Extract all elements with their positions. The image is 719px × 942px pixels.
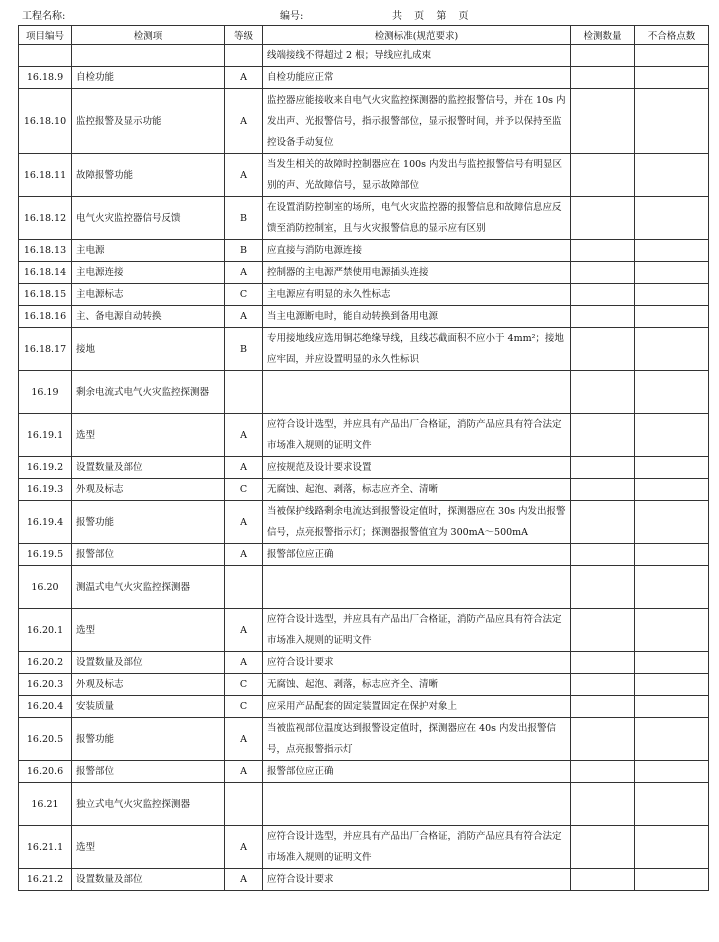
quantity-cell <box>571 609 635 652</box>
standard-cell: 应直接与消防电源连接 <box>263 240 571 262</box>
table-row <box>19 154 709 197</box>
item-name-cell: 主电源连接 <box>72 262 225 284</box>
standard-cell: 监控器应能接收来自电气火灾监控探测器的监控报警信号，并在 10s 内发出声、光报警信号，指示报警部位，显示报警时间，并予以保持至监控设备手动复位 <box>263 89 571 154</box>
grade-cell: C <box>225 479 263 501</box>
standard-cell: 主电源应有明显的永久性标志 <box>263 284 571 306</box>
standard-cell: 应符合设计要求 <box>263 869 571 891</box>
standard-cell: 当发生相关的故障时控制器应在 100s 内发出与监控报警信号有明显区别的声、光故障信号，显示故障部位 <box>263 154 571 197</box>
table-row <box>19 45 709 67</box>
item-name-cell: 设置数量及部位 <box>72 652 225 674</box>
table-row <box>19 674 709 696</box>
item-name-cell: 剩余电流式电气火灾监控探测器 <box>72 371 225 414</box>
item-name-cell: 安装质量 <box>72 696 225 718</box>
item-code-cell: 16.20.2 <box>19 652 72 674</box>
item-name-cell: 故障报警功能 <box>72 154 225 197</box>
item-code-cell: 16.19.1 <box>19 414 72 457</box>
quantity-cell <box>571 328 635 371</box>
failures-cell <box>635 674 709 696</box>
failures-cell <box>635 544 709 566</box>
table-row <box>19 783 709 826</box>
column-header-failures: 不合格点数 <box>635 26 709 45</box>
quantity-cell <box>571 197 635 240</box>
item-code-cell: 16.18.14 <box>19 262 72 284</box>
item-name-cell: 外观及标志 <box>72 674 225 696</box>
quantity-cell <box>571 414 635 457</box>
failures-cell <box>635 328 709 371</box>
item-code-cell: 16.18.16 <box>19 306 72 328</box>
table-row <box>19 89 709 154</box>
item-code-cell: 16.21.1 <box>19 826 72 869</box>
failures-cell <box>635 45 709 67</box>
item-name-cell: 选型 <box>72 414 225 457</box>
item-code-cell: 16.18.15 <box>19 284 72 306</box>
table-row <box>19 501 709 544</box>
quantity-cell <box>571 240 635 262</box>
failures-cell <box>635 501 709 544</box>
item-name-cell: 选型 <box>72 609 225 652</box>
item-name-cell: 报警功能 <box>72 501 225 544</box>
table-row <box>19 652 709 674</box>
table-row <box>19 869 709 891</box>
quantity-cell <box>571 154 635 197</box>
item-code-cell: 16.19.4 <box>19 501 72 544</box>
quantity-cell <box>571 501 635 544</box>
item-code-cell <box>19 45 72 67</box>
quantity-cell <box>571 674 635 696</box>
standard-cell: 在设置消防控制室的场所，电气火灾监控器的报警信息和故障信息应反馈至消防控制室，且与火灾报警信息的显示应有区别 <box>263 197 571 240</box>
table-row <box>19 566 709 609</box>
item-name-cell: 设置数量及部位 <box>72 869 225 891</box>
item-name-cell: 主、备电源自动转换 <box>72 306 225 328</box>
failures-cell <box>635 371 709 414</box>
grade-cell: B <box>225 240 263 262</box>
grade-cell: C <box>225 696 263 718</box>
page-count-label: 共 页 第 页 <box>392 11 469 22</box>
quantity-cell <box>571 457 635 479</box>
item-name-cell: 设置数量及部位 <box>72 457 225 479</box>
grade-cell: A <box>225 414 263 457</box>
quantity-cell <box>571 262 635 284</box>
quantity-cell <box>571 45 635 67</box>
failures-cell <box>635 240 709 262</box>
table-row <box>19 479 709 501</box>
grade-cell: A <box>225 652 263 674</box>
standard-cell: 应采用产品配套的固定装置固定在保护对象上 <box>263 696 571 718</box>
item-code-cell: 16.18.13 <box>19 240 72 262</box>
failures-cell <box>635 826 709 869</box>
item-code-cell: 16.19.3 <box>19 479 72 501</box>
table-row <box>19 826 709 869</box>
item-code-cell: 16.21 <box>19 783 72 826</box>
table-row <box>19 609 709 652</box>
table-row <box>19 328 709 371</box>
failures-cell <box>635 479 709 501</box>
failures-cell <box>635 609 709 652</box>
table-row <box>19 284 709 306</box>
standard-cell <box>263 783 571 826</box>
item-code-cell: 16.21.2 <box>19 869 72 891</box>
column-header-standard: 检测标准(规范要求) <box>263 26 571 45</box>
quantity-cell <box>571 371 635 414</box>
quantity-cell <box>571 652 635 674</box>
failures-cell <box>635 262 709 284</box>
failures-cell <box>635 89 709 154</box>
quantity-cell <box>571 718 635 761</box>
table-row <box>19 371 709 414</box>
failures-cell <box>635 306 709 328</box>
grade-cell: A <box>225 544 263 566</box>
grade-cell: C <box>225 674 263 696</box>
item-name-cell: 独立式电气火灾监控探测器 <box>72 783 225 826</box>
quantity-cell <box>571 284 635 306</box>
grade-cell <box>225 45 263 67</box>
failures-cell <box>635 154 709 197</box>
standard-cell: 线端接线不得超过 2 根；导线应扎成束 <box>263 45 571 67</box>
item-code-cell: 16.18.10 <box>19 89 72 154</box>
quantity-cell <box>571 89 635 154</box>
table-row <box>19 262 709 284</box>
table-row <box>19 718 709 761</box>
item-code-cell: 16.18.12 <box>19 197 72 240</box>
document-number-label: 编号: <box>280 11 304 22</box>
grade-cell: A <box>225 306 263 328</box>
grade-cell: A <box>225 826 263 869</box>
failures-cell <box>635 783 709 826</box>
standard-cell: 应符合设计选型，并应具有产品出厂合格证，消防产品应具有符合法定市场准入规则的证明文件 <box>263 609 571 652</box>
item-name-cell: 自检功能 <box>72 67 225 89</box>
standard-cell: 控制器的主电源严禁使用电源插头连接 <box>263 262 571 284</box>
standard-cell: 专用接地线应选用铜芯绝缘导线，且线芯截面积不应小于 4mm²；接地应牢固，并应设置明显的永久性标识 <box>263 328 571 371</box>
item-code-cell: 16.19 <box>19 371 72 414</box>
table-row <box>19 240 709 262</box>
item-code-cell: 16.20.6 <box>19 761 72 783</box>
table-row <box>19 414 709 457</box>
grade-cell: A <box>225 67 263 89</box>
table-row <box>19 696 709 718</box>
project-name-label: 工程名称: <box>22 11 66 22</box>
grade-cell: A <box>225 718 263 761</box>
item-name-cell: 监控报警及显示功能 <box>72 89 225 154</box>
item-code-cell: 16.20 <box>19 566 72 609</box>
grade-cell <box>225 371 263 414</box>
quantity-cell <box>571 306 635 328</box>
column-header-code: 项目编号 <box>19 26 72 45</box>
failures-cell <box>635 566 709 609</box>
item-code-cell: 16.18.9 <box>19 67 72 89</box>
column-header-item: 检测项 <box>72 26 225 45</box>
grade-cell: A <box>225 761 263 783</box>
item-name-cell: 报警功能 <box>72 718 225 761</box>
item-name-cell: 电气火灾监控器信号反馈 <box>72 197 225 240</box>
standard-cell <box>263 371 571 414</box>
column-header-quantity: 检测数量 <box>571 26 635 45</box>
failures-cell <box>635 761 709 783</box>
standard-cell: 应按规范及设计要求设置 <box>263 457 571 479</box>
table-header-row <box>19 26 709 45</box>
grade-cell: A <box>225 457 263 479</box>
item-name-cell <box>72 45 225 67</box>
grade-cell <box>225 566 263 609</box>
item-code-cell: 16.18.11 <box>19 154 72 197</box>
failures-cell <box>635 869 709 891</box>
table-row <box>19 457 709 479</box>
failures-cell <box>635 67 709 89</box>
grade-cell: A <box>225 89 263 154</box>
failures-cell <box>635 718 709 761</box>
grade-cell: A <box>225 262 263 284</box>
failures-cell <box>635 284 709 306</box>
standard-cell: 当被保护线路剩余电流达到报警设定值时，探测器应在 30s 内发出报警信号，点亮报警指示灯；探测器报警值宜为 300mA～500mA <box>263 501 571 544</box>
failures-cell <box>635 457 709 479</box>
inspection-table <box>18 25 709 891</box>
item-name-cell: 主电源标志 <box>72 284 225 306</box>
item-name-cell: 报警部位 <box>72 544 225 566</box>
grade-cell: A <box>225 501 263 544</box>
failures-cell <box>635 652 709 674</box>
column-header-grade: 等级 <box>225 26 263 45</box>
item-name-cell: 外观及标志 <box>72 479 225 501</box>
quantity-cell <box>571 566 635 609</box>
table-row <box>19 761 709 783</box>
table-row <box>19 544 709 566</box>
failures-cell <box>635 414 709 457</box>
grade-cell: B <box>225 328 263 371</box>
table-body <box>19 45 709 891</box>
quantity-cell <box>571 869 635 891</box>
standard-cell: 报警部位应正确 <box>263 761 571 783</box>
standard-cell: 应符合设计选型，并应具有产品出厂合格证，消防产品应具有符合法定市场准入规则的证明文件 <box>263 826 571 869</box>
item-name-cell: 报警部位 <box>72 761 225 783</box>
standard-cell: 无腐蚀、起泡、剥落，标志应齐全、清晰 <box>263 674 571 696</box>
page-header <box>18 0 708 26</box>
item-code-cell: 16.18.17 <box>19 328 72 371</box>
item-code-cell: 16.20.1 <box>19 609 72 652</box>
grade-cell: A <box>225 869 263 891</box>
item-code-cell: 16.20.5 <box>19 718 72 761</box>
standard-cell: 应符合设计要求 <box>263 652 571 674</box>
table-row <box>19 306 709 328</box>
table-row <box>19 67 709 89</box>
quantity-cell <box>571 783 635 826</box>
standard-cell: 无腐蚀、起泡、剥落，标志应齐全、清晰 <box>263 479 571 501</box>
standard-cell: 自检功能应正常 <box>263 67 571 89</box>
quantity-cell <box>571 67 635 89</box>
item-code-cell: 16.19.5 <box>19 544 72 566</box>
quantity-cell <box>571 826 635 869</box>
quantity-cell <box>571 479 635 501</box>
grade-cell: B <box>225 197 263 240</box>
item-code-cell: 16.20.4 <box>19 696 72 718</box>
standard-cell: 应符合设计选型，并应具有产品出厂合格证，消防产品应具有符合法定市场准入规则的证明文件 <box>263 414 571 457</box>
item-code-cell: 16.19.2 <box>19 457 72 479</box>
standard-cell: 当被监视部位温度达到报警设定值时，探测器应在 40s 内发出报警信号，点亮报警指示灯 <box>263 718 571 761</box>
grade-cell: A <box>225 609 263 652</box>
grade-cell: A <box>225 154 263 197</box>
standard-cell: 当主电源断电时，能自动转换到备用电源 <box>263 306 571 328</box>
failures-cell <box>635 197 709 240</box>
item-code-cell: 16.20.3 <box>19 674 72 696</box>
standard-cell: 报警部位应正确 <box>263 544 571 566</box>
quantity-cell <box>571 696 635 718</box>
item-name-cell: 主电源 <box>72 240 225 262</box>
table-row <box>19 197 709 240</box>
item-name-cell: 选型 <box>72 826 225 869</box>
standard-cell <box>263 566 571 609</box>
failures-cell <box>635 696 709 718</box>
grade-cell: C <box>225 284 263 306</box>
item-name-cell: 测温式电气火灾监控探测器 <box>72 566 225 609</box>
quantity-cell <box>571 761 635 783</box>
quantity-cell <box>571 544 635 566</box>
item-name-cell: 接地 <box>72 328 225 371</box>
grade-cell <box>225 783 263 826</box>
